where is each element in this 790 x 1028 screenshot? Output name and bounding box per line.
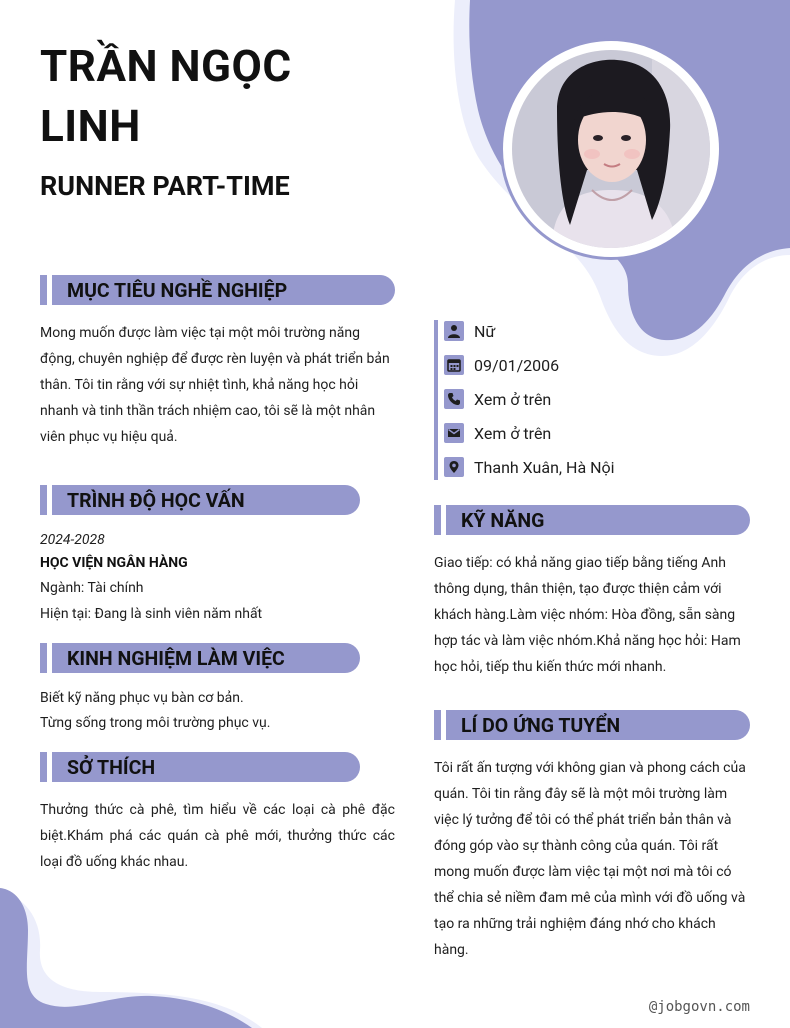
objective-heading [40, 275, 395, 305]
education-school: HỌC VIỆN NGÂN HÀNG [40, 555, 188, 571]
hobbies-text: Thưởng thức cà phê, tìm hiểu về các loại cà phê đặc biệt.Khám phá các quán cà phê mới, thưởng thức các loại đồ uống khác nhau. [40, 802, 395, 870]
info-gender [444, 320, 495, 342]
reason-title: LÍ DO ỨNG TUYỂN [446, 710, 750, 740]
experience-line: Từng sống trong môi trường phục vụ. [40, 715, 271, 731]
education-title: TRÌNH ĐỘ HỌC VẤN [52, 485, 360, 515]
education-status: Hiện tại: Đang là sinh viên năm nhất [40, 606, 263, 622]
info-phone-text: Xem ở trên [474, 389, 552, 409]
hobbies-heading [40, 752, 360, 782]
education-years: 2024-2028 [40, 532, 105, 548]
skills-heading [434, 505, 750, 535]
info-dob-text: 09/01/2006 [474, 355, 560, 375]
reason-heading [434, 710, 750, 740]
experience-title: KINH NGHIỆM LÀM VIỆC [52, 643, 360, 673]
reason-text: Tôi rất ấn tượng với không gian và phong cách của quán. Tôi tin rằng đây sẽ là một môi trường làm việc lý tưởng để tôi có thể phát triển bản thân và đóng góp vào sự thành công của quán. Tôi rất mong muốn được làm việc tại một nơi mà tôi có thể chia sẻ niềm đam mê của mình với đồ uống và tạo ra những trải nghiệm đáng nhớ cho khách hàng. [434, 760, 746, 958]
info-gender-text: Nữ [474, 321, 496, 341]
info-address [444, 456, 615, 478]
info-email [444, 422, 551, 444]
info-address-text: Thanh Xuân, Hà Nội [474, 457, 615, 477]
objective-title: MỤC TIÊU NGHỀ NGHIỆP [52, 275, 395, 305]
avatar-photo [512, 50, 710, 248]
watermark: @jobgovn.com [648, 999, 750, 1015]
candidate-name: TRẦN NGỌC LINH [40, 40, 292, 152]
experience-line: Biết kỹ năng phục vụ bàn cơ bản. [40, 690, 244, 706]
education-major: Ngành: Tài chính [40, 580, 144, 596]
email-icon [444, 423, 464, 443]
info-email-text: Xem ở trên [474, 423, 552, 443]
education-heading [40, 485, 360, 515]
calendar-icon [444, 355, 464, 375]
skills-title: KỸ NĂNG [446, 505, 750, 535]
info-phone [444, 388, 551, 410]
location-pin-icon [444, 457, 464, 477]
hobbies-title: SỞ THÍCH [52, 752, 360, 782]
experience-heading [40, 643, 360, 673]
skills-text: Giao tiếp: có khả năng giao tiếp bằng tiếng Anh thông dụng, thân thiện, tạo được thiện cảm với khách hàng.Làm việc nhóm: Hòa đồng, sẵn sàng hợp tác và làm việc nhóm.Khả năng học hỏi: Ham học hỏi, tiếp thu kiến thức mới nhanh. [434, 555, 741, 675]
phone-icon [444, 389, 464, 409]
user-icon [444, 321, 464, 341]
info-rail [434, 320, 438, 480]
avatar [500, 38, 722, 260]
info-dob [444, 354, 559, 376]
objective-text: Mong muốn được làm việc tại một môi trường năng động, chuyên nghiệp để được rèn luyện và phát triển bản thân. Tôi tin rằng với sự nhiệt tình, khả năng học hỏi nhanh và tinh thần trách nhiệm cao, tôi sẽ là một nhân viên phục vụ hiệu quả. [40, 325, 390, 445]
job-title: RUNNER PART-TIME [40, 170, 290, 202]
